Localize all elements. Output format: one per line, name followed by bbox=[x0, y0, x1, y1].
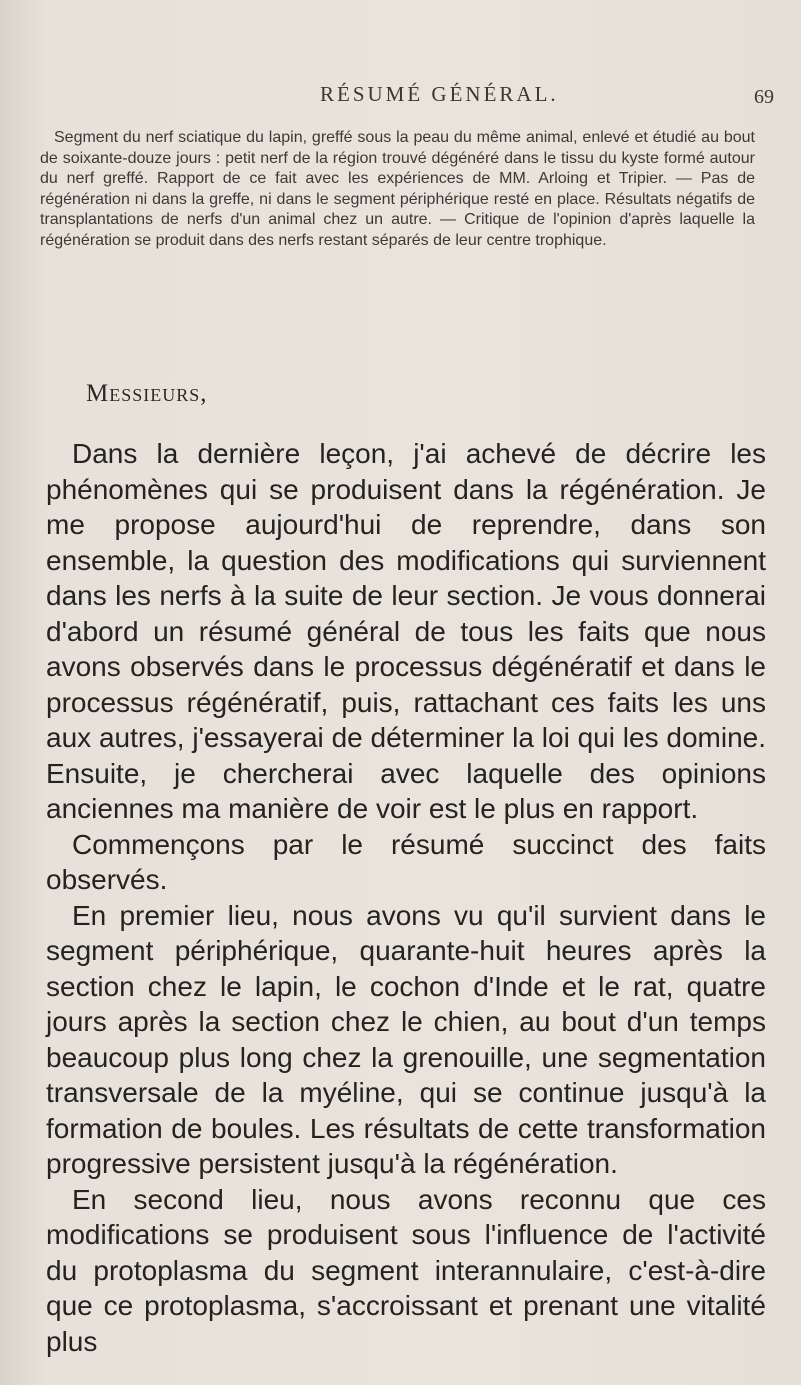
paragraph-4: En second lieu, nous avons reconnu que ces modifications se produisent sous l'influence de l'activité du protoplasma du segment interannulaire, c'est-à-dire que ce protoplasma, s'accroissant et prenant une vitalité plus bbox=[46, 1183, 766, 1357]
paragraph-1: Dans la dernière leçon, j'ai achevé de décrire les phénomènes qui se produisent dans la régénération. Je me propose aujourd'hui de reprendre, dans son ensemble, la question des modifications qui surviennent dans les nerfs à la suite de leur section. Je vous donnerai d'abord un résumé général de tous les faits que nous avons observés dans le processus dégénératif et dans le processus régénératif, puis, rattachant ces faits les uns aux autres, j'essayerai de déterminer la loi qui les domine. Ensuite, je chercherai avec laquelle des opinions anciennes ma manière de voir est le plus en rapport. bbox=[46, 438, 766, 824]
paragraph-2: Commençons par le résumé succinct des faits observés. bbox=[46, 828, 766, 895]
body-text bbox=[46, 436, 766, 1359]
salutation: Messieurs, bbox=[86, 380, 208, 407]
running-title: RÉSUMÉ GÉNÉRAL. bbox=[320, 82, 559, 106]
paragraph-3: En premier lieu, nous avons vu qu'il survient dans le segment périphérique, quarante-huit heures après la section chez le lapin, le cochon d'Inde et le rat, quatre jours après la section chez le chien, au bout d'un temps beaucoup plus long chez la grenouille, une segmentation transversale de la myéline, qui se continue jusqu'à la formation de boules. Les résultats de cette transformation progressive persistent jusqu'à la régénération. bbox=[46, 899, 766, 1179]
summary-paragraph: Segment du nerf sciatique du lapin, greffé sous la peau du même animal, enlevé et étudié au bout de soixante-douze jours : petit nerf de la région trouvé dégénéré dans le tissu du kyste formé autour du nerf greffé. Rapport de ce fait avec les expériences de MM. Arloing et Tripier. — Pas de régénération ni dans la greffe, ni dans le segment périphérique resté en place. Résultats négatifs de transplantations de nerfs d'un animal chez un autre. — Critique de l'opinion d'après laquelle la régénération se produit dans des nerfs restant séparés de leur centre trophique. bbox=[40, 129, 755, 249]
page-number: 69 bbox=[754, 86, 774, 108]
running-head bbox=[0, 82, 801, 112]
chapter-summary bbox=[40, 128, 755, 252]
